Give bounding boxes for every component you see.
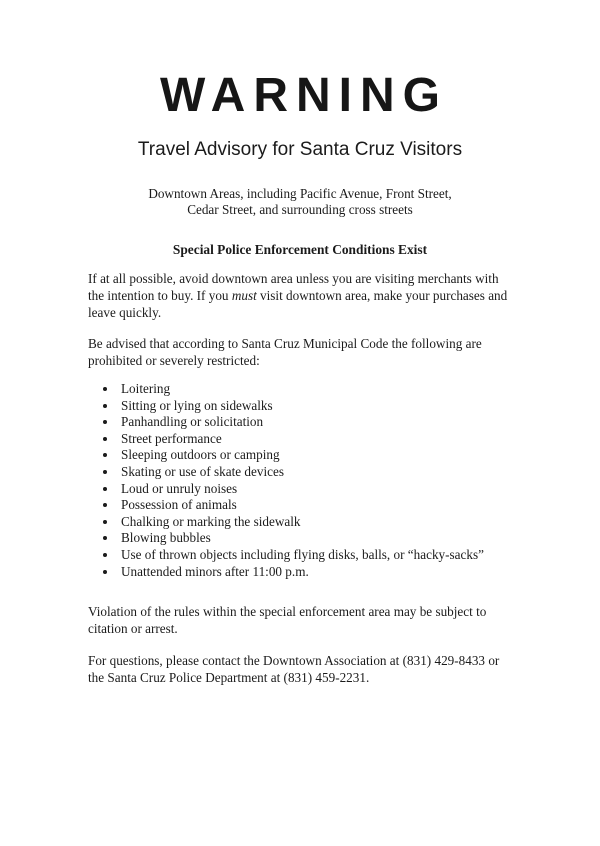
location-line-2: Cedar Street, and surrounding cross streets — [187, 202, 413, 217]
restriction-item: • Possession of animals — [118, 497, 538, 514]
location-description — [0, 186, 600, 218]
advisory-paragraph-avoid-downtown — [88, 270, 516, 321]
advisory-subtitle: Travel Advisory for Santa Cruz Visitors — [137, 139, 463, 160]
contact-paragraph: For questions, please contact the Downtown Association at (831) 429-8433 or the Santa Cruz Police Department at (831) 459-2231. — [88, 653, 500, 686]
restriction-item: • Unattended minors after 11:00 p.m. — [118, 564, 538, 581]
restriction-item: • Street performance — [118, 431, 538, 448]
restriction-item: • Use of thrown objects including flying disks, balls, or “hacky-sacks” — [118, 547, 538, 564]
location-line-1: Downtown Areas, including Pacific Avenue, Front Street, — [148, 186, 452, 201]
advisory-paragraph-municipal-code: Be advised that according to Santa Cruz Municipal Code the following are prohibited or severely restricted: — [88, 336, 482, 368]
violation-paragraph: Violation of the rules within the special enforcement area may be subject to citation or arrest. — [88, 604, 487, 637]
restriction-item: • Panhandling or solicitation — [118, 414, 538, 431]
warning-title: WARNING — [160, 69, 448, 122]
paragraph1-text-after: visit downtown area, make your purchases and leave quickly. — [88, 288, 508, 320]
restriction-item: • Blowing bubbles — [118, 530, 538, 547]
restriction-item: • Chalking or marking the sidewalk — [118, 514, 538, 531]
document-page — [0, 70, 600, 846]
restriction-item: • Loud or unruly noises — [118, 481, 538, 498]
restriction-item: • Skating or use of skate devices — [118, 464, 538, 481]
restriction-item: • Sleeping outdoors or camping — [118, 447, 538, 464]
paragraph1-italic-must: must — [231, 288, 257, 303]
conditions-heading: Special Police Enforcement Conditions Exist — [172, 242, 428, 257]
restrictions-list — [88, 381, 538, 580]
paragraph1-text-before: If at all possible, avoid downtown area unless you are visiting merchants with the intention to buy. If you — [88, 271, 499, 303]
restriction-item: • Sitting or lying on sidewalks — [118, 398, 538, 415]
restriction-item: • Loitering — [118, 381, 538, 398]
